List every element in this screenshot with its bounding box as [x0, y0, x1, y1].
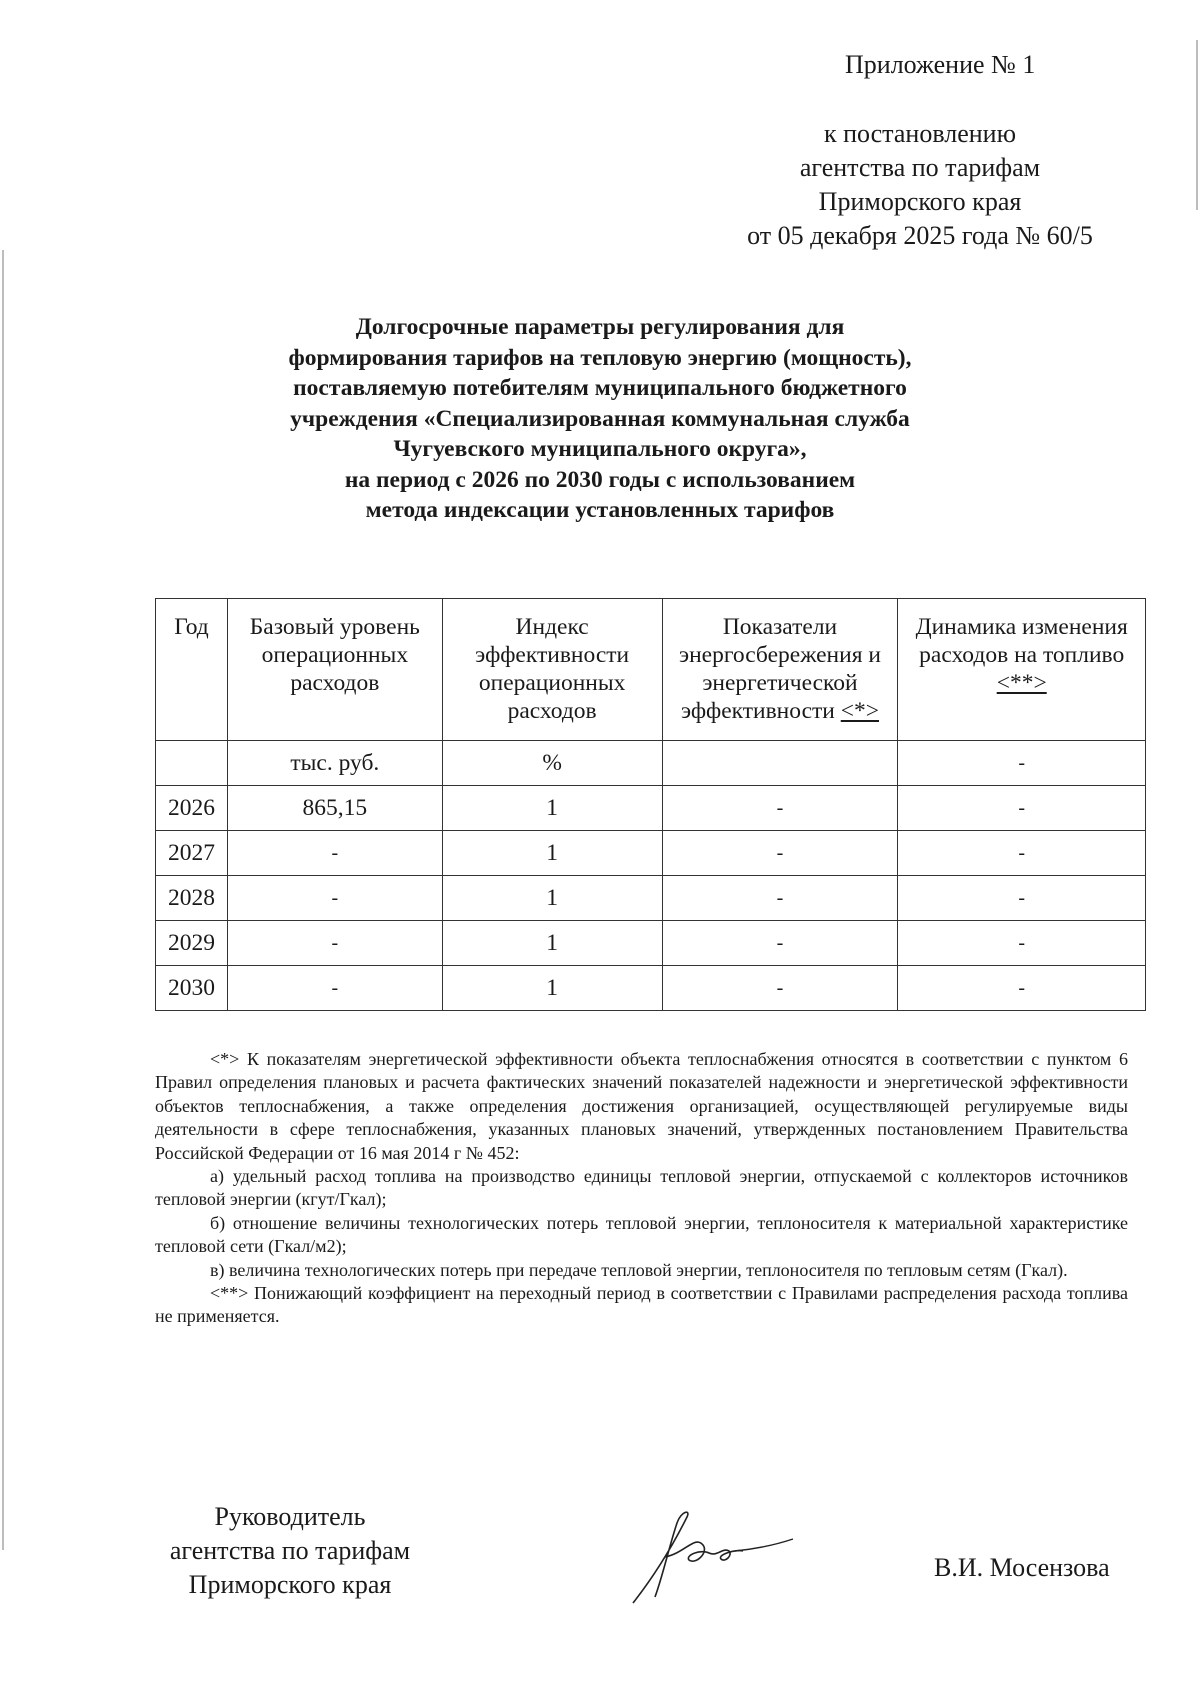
title-line: на период с 2026 по 2030 годы с использованием — [344, 466, 856, 493]
position-line: Приморского края — [188, 1570, 392, 1599]
parameters-table — [155, 598, 1146, 1011]
document-title — [200, 312, 1000, 526]
handwritten-signature — [625, 1505, 795, 1615]
cell-year: 2026 — [156, 786, 228, 831]
unit-index: % — [442, 741, 662, 786]
header-base-level: Базовый уровень операционных расходов — [227, 599, 442, 741]
footnote-item-b: б) отношение величины технологических потерь тепловой энергии, теплоносителя к материальной характеристике тепловой сети (Гкал/м2); — [155, 1212, 1128, 1257]
title-line: метода индексации установленных тарифов — [365, 497, 835, 523]
cell-fuel: - — [898, 876, 1146, 921]
cell-energy: - — [662, 921, 898, 966]
cell-fuel: - — [898, 786, 1146, 831]
table-row — [156, 831, 1146, 876]
footnote-ref-1: <*> — [840, 698, 880, 724]
header-efficiency-index: Индекс эффективности операционных расходов — [442, 599, 662, 741]
cell-year: 2029 — [156, 921, 228, 966]
cell-index: 1 — [442, 921, 662, 966]
footnote-item-a: а) удельный расход топлива на производство единицы тепловой энергии, отпускаемой с коллекторов источников тепловой энергии (кгут/Гкал); — [155, 1166, 1128, 1210]
table-row — [156, 786, 1146, 831]
unit-fuel: - — [898, 741, 1146, 786]
table-row — [156, 966, 1146, 1011]
appendix-reference — [700, 117, 1140, 253]
cell-index: 1 — [442, 786, 662, 831]
cell-index: 1 — [442, 966, 662, 1011]
title-line: формирования тарифов на тепловую энергию (мощность), — [288, 344, 912, 371]
title-line: поставляемую потебителям муниципального бюджетного — [293, 375, 907, 401]
table-units-row — [156, 741, 1146, 786]
header-energy-saving — [662, 599, 898, 741]
scan-edge-right — [1196, 40, 1198, 210]
scan-edge-left — [2, 250, 4, 1550]
footnotes — [155, 1048, 1128, 1329]
position-line: Руководитель — [214, 1502, 366, 1531]
table-header-row — [156, 599, 1146, 741]
cell-base: - — [227, 966, 442, 1011]
appendix-line: к постановлению — [823, 119, 1017, 148]
appendix-line: от 05 декабря 2025 года № 60/5 — [747, 221, 1093, 250]
cell-fuel: - — [898, 921, 1146, 966]
cell-energy: - — [662, 831, 898, 876]
cell-energy: - — [662, 876, 898, 921]
signatory-name: В.И. Мосензова — [934, 1553, 1110, 1582]
position-line: агентства по тарифам — [169, 1536, 411, 1565]
unit-year — [156, 741, 228, 786]
cell-base: - — [227, 831, 442, 876]
appendix-line: агентства по тарифам — [799, 153, 1041, 182]
cell-energy: - — [662, 966, 898, 1011]
header-year: Год — [156, 599, 228, 741]
cell-year: 2028 — [156, 876, 228, 921]
footnote-2: <**> Понижающий коэффициент на переходный период в соответствии с Правилами распределения расхода топлива не применяется. — [155, 1283, 1128, 1327]
appendix-line: Приморского края — [818, 187, 1022, 216]
table-row — [156, 876, 1146, 921]
cell-index: 1 — [442, 876, 662, 921]
header-energy-text: Показатели энергосбережения и энергетической эффективности — [678, 614, 881, 724]
cell-base: - — [227, 876, 442, 921]
cell-base: - — [227, 921, 442, 966]
unit-energy — [662, 741, 898, 786]
footnote-item-c: в) величина технологических потерь при передаче тепловой энергии, теплоносителя по тепловым сетям (Гкал). — [210, 1259, 1068, 1280]
cell-index: 1 — [442, 831, 662, 876]
cell-energy: - — [662, 786, 898, 831]
header-fuel-text: Динамика изменения расходов на топливо — [915, 614, 1128, 668]
title-line: учреждения «Специализированная коммунальная служба — [290, 405, 910, 432]
footnote-ref-2: <**> — [996, 670, 1047, 696]
cell-year: 2027 — [156, 831, 228, 876]
cell-year: 2030 — [156, 966, 228, 1011]
title-line: Чугуевского муниципального округа», — [393, 436, 807, 462]
appendix-number: Приложение № 1 — [845, 50, 1036, 79]
unit-base: тыс. руб. — [227, 741, 442, 786]
header-fuel-dynamics — [898, 599, 1146, 741]
footnote-1: <*> К показателям энергетической эффективности объекта теплоснабжения относятся в соответствии с пунктом 6 Правил определения плановых и расчета фактических значений показателей надежности и энергетической эффективности объектов теплоснабжения, а также определения достижения организацией, осуществляющей регулируемые виды деятельности в сфере теплоснабжения, указанных плановых значений, утвержденных постановлением Правительства Российской Федерации от 16 мая 2014 г № 452: — [155, 1049, 1128, 1163]
signatory-position — [155, 1500, 425, 1602]
cell-base: 865,15 — [227, 786, 442, 831]
table-row — [156, 921, 1146, 966]
title-line: Долгосрочные параметры регулирования для — [355, 314, 845, 340]
cell-fuel: - — [898, 966, 1146, 1011]
cell-fuel: - — [898, 831, 1146, 876]
